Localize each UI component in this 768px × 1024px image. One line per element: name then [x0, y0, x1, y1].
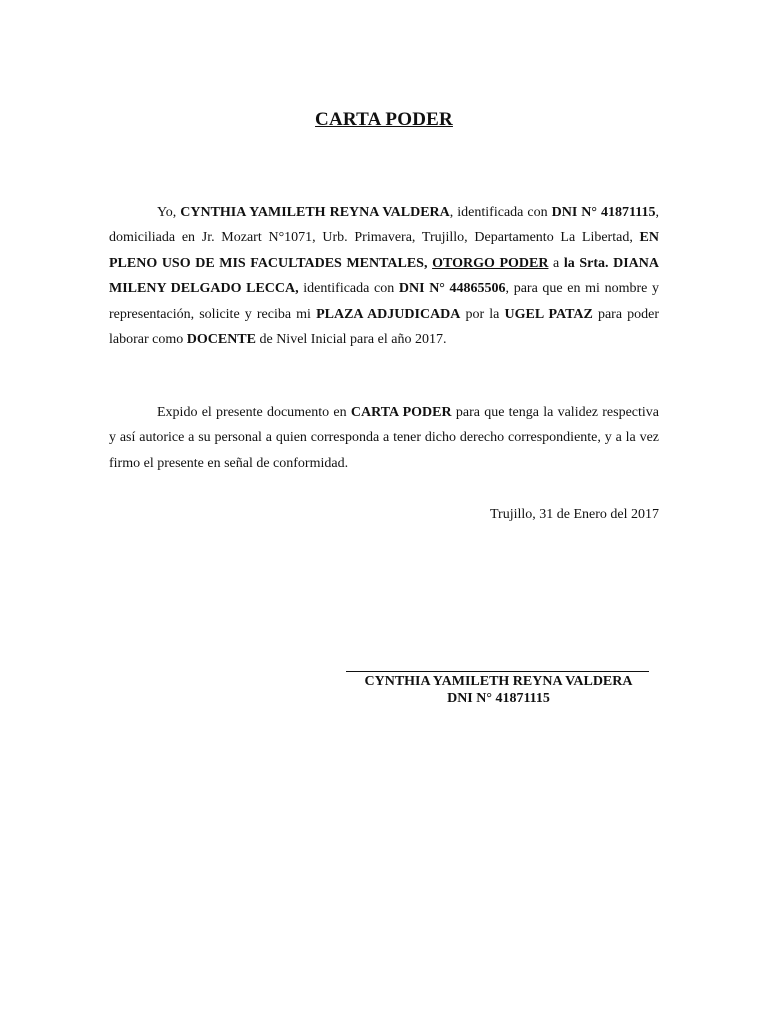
- p1-text-8: por la: [460, 306, 505, 322]
- p2-text-1: Expido el presente documento en: [157, 405, 351, 420]
- carta-poder-inline: CARTA PODER: [350, 405, 452, 420]
- paragraph-validity: [109, 400, 659, 476]
- p1-text-6: identificada con: [298, 281, 399, 297]
- grantee-dni: DNI N° 44865506: [398, 281, 506, 297]
- plaza-adjudicada: PLAZA ADJUDICADA: [316, 306, 461, 322]
- signature-line: [346, 671, 649, 672]
- document-date: Trujillo, 31 de Enero del 2017: [489, 507, 659, 522]
- mental-capacity-clause: EN PLENO USO DE MIS FACULTADES MENTALES,: [109, 230, 659, 271]
- p1-text-10: de Nivel Inicial para el año 2017.: [255, 332, 447, 348]
- grantor-name: CYNTHIA YAMILETH REYNA VALDERA: [180, 205, 450, 220]
- otorgo-poder: OTORGO PODER: [432, 255, 549, 271]
- p1-text-9: para poder laborar como: [109, 306, 660, 348]
- grantor-dni: DNI N° 41871115: [551, 205, 656, 220]
- signature-name: CYNTHIA YAMILETH REYNA VALDERA: [364, 674, 633, 689]
- signature-dni: DNI N° 41871115: [447, 691, 550, 706]
- docente: DOCENTE: [186, 332, 256, 348]
- p1-text-2: , identificada con: [449, 205, 552, 220]
- paragraph-grant-of-power: [109, 200, 659, 352]
- p1-text-3: , domiciliada en Jr. Mozart N°1071, Urb. Primavera, Trujillo, Departamento La Libertad,: [109, 205, 659, 246]
- p1-text-7: , para que en mi nombre y representación, solicite y reciba mi: [109, 281, 659, 322]
- grantee-name: la Srta. DIANA MILENY DELGADO LECCA,: [109, 255, 660, 297]
- p1-text-5: a: [548, 255, 564, 271]
- document-title: CARTA PODER: [315, 109, 453, 130]
- p2-text-2: para que tenga la validez respectiva y así autorice a su personal a quien corresponda a tener dicho derecho correspondiente, y a la vez firmo el presente en señal de conformidad.: [109, 405, 660, 471]
- p1-text-1: Yo,: [157, 205, 181, 220]
- ugel-pataz: UGEL PATAZ: [504, 306, 593, 322]
